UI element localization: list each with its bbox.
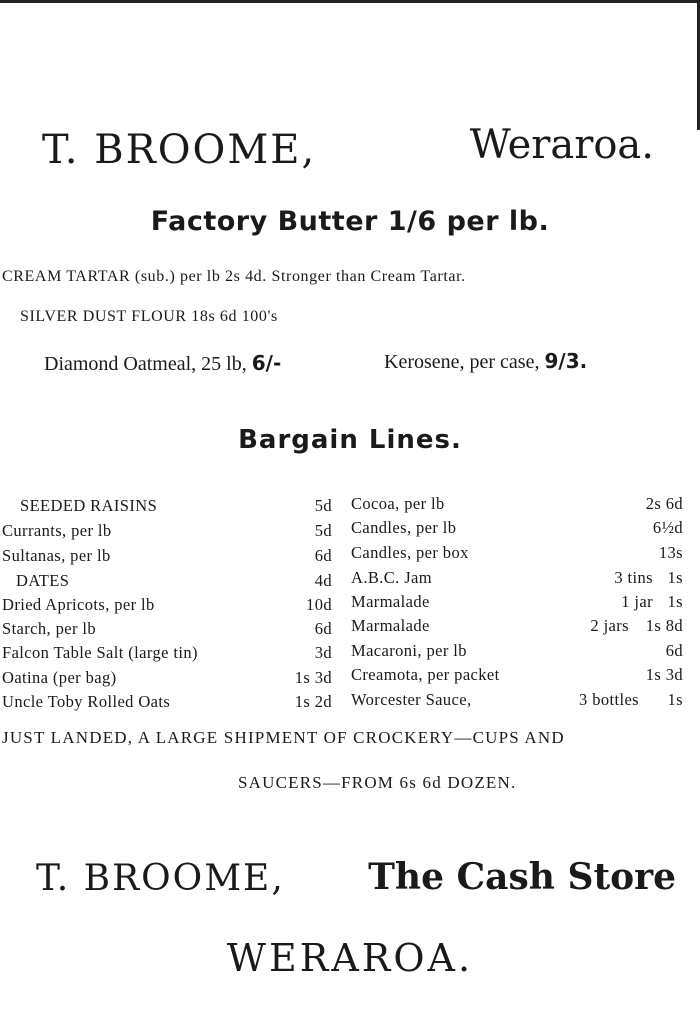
bargain-lines-title: Bargain Lines. — [238, 425, 462, 455]
item-name: Marmalade — [351, 592, 430, 611]
list-item — [351, 592, 683, 616]
item-quantity: 3 bottles — [579, 690, 639, 709]
kerosene-price: 9/3. — [544, 349, 588, 373]
list-item — [351, 641, 683, 665]
item-price: 5d — [314, 496, 332, 515]
item-name: Macaroni, per lb — [351, 641, 467, 660]
list-item — [2, 668, 332, 692]
item-name: Worcester Sauce, — [351, 690, 472, 709]
footer-merchant-name: T. BROOME, — [36, 858, 285, 899]
list-item — [2, 546, 332, 570]
item-price: 13s — [658, 543, 683, 562]
factory-butter-headline: Factory Butter 1/6 per lb. — [150, 206, 550, 237]
header-merchant-name: T. BROOME, — [42, 127, 317, 173]
list-item — [351, 543, 683, 567]
item-price: 3d — [314, 643, 332, 662]
item-name: Marmalade — [351, 616, 430, 635]
item-price: 10d — [306, 595, 332, 614]
item-price: 6d — [314, 546, 332, 565]
silver-dust-flour-line: SILVER DUST FLOUR 18s 6d 100's — [20, 308, 278, 325]
item-name: Currants, per lb — [2, 521, 112, 540]
item-quantity: 3 tins — [614, 568, 653, 587]
item-name: Starch, per lb — [2, 619, 97, 638]
item-name: Creamota, per packet — [351, 665, 500, 684]
item-name: Candles, per box — [351, 543, 469, 562]
list-item — [351, 568, 683, 592]
list-item — [2, 521, 332, 545]
list-item — [351, 690, 683, 714]
item-name: DATES — [16, 571, 70, 590]
list-item — [351, 518, 683, 542]
item-name: Uncle Toby Rolled Oats — [2, 692, 171, 711]
item-name: Oatina (per bag) — [2, 668, 117, 687]
list-item — [2, 595, 332, 619]
shipment-notice-line1: JUST LANDED, A LARGE SHIPMENT OF CROCKERY—CUPS AND — [2, 728, 565, 747]
shipment-notice-line2: SAUCERS—FROM 6s 6d DOZEN. — [238, 773, 517, 792]
list-item — [2, 692, 332, 716]
list-item — [2, 643, 332, 667]
item-price: 1s 8d — [645, 616, 683, 635]
item-price: 1s — [667, 690, 683, 709]
item-price: 6d — [314, 619, 332, 638]
item-quantity: 1 jar — [621, 592, 653, 611]
kerosene-label: Kerosene, per case, — [384, 351, 540, 373]
item-name: Falcon Table Salt (large tin) — [2, 643, 198, 662]
item-name: A.B.C. Jam — [351, 568, 433, 587]
header-town: Weraroa. — [469, 122, 654, 168]
item-price: 1s — [667, 568, 683, 587]
item-name: Candles, per lb — [351, 518, 457, 537]
item-name: Sultanas, per lb — [2, 546, 111, 565]
list-item — [2, 571, 332, 595]
list-item — [2, 619, 332, 643]
item-name: Dried Apricots, per lb — [2, 595, 155, 614]
list-item — [351, 665, 683, 689]
item-price: 6d — [665, 641, 683, 660]
item-price: 1s 2d — [294, 692, 332, 711]
item-price: 1s — [667, 592, 683, 611]
item-name: SEEDED RAISINS — [20, 496, 158, 515]
item-price: 5d — [314, 521, 332, 540]
cream-tartar-line: CREAM TARTAR (sub.) per lb 2s 4d. Stronger than Cream Tartar. — [2, 268, 466, 285]
footer-store-name: The Cash Store — [368, 856, 676, 898]
item-price: 6½d — [652, 518, 683, 537]
top-border-rule — [0, 0, 700, 3]
oatmeal-price: 6/- — [251, 351, 282, 375]
item-price: 4d — [314, 571, 332, 590]
list-item — [351, 494, 683, 518]
list-item — [2, 496, 332, 520]
kerosene-line — [384, 349, 587, 374]
oatmeal-line — [44, 351, 281, 376]
item-quantity: 2 jars — [590, 616, 629, 635]
item-price: 1s 3d — [645, 665, 683, 684]
footer-town: WERAROA. — [226, 936, 474, 980]
list-item — [351, 616, 683, 640]
oatmeal-label: Diamond Oatmeal, 25 lb, — [44, 353, 247, 375]
item-price: 1s 3d — [294, 668, 332, 687]
item-price: 2s 6d — [645, 494, 683, 513]
item-name: Cocoa, per lb — [351, 494, 445, 513]
